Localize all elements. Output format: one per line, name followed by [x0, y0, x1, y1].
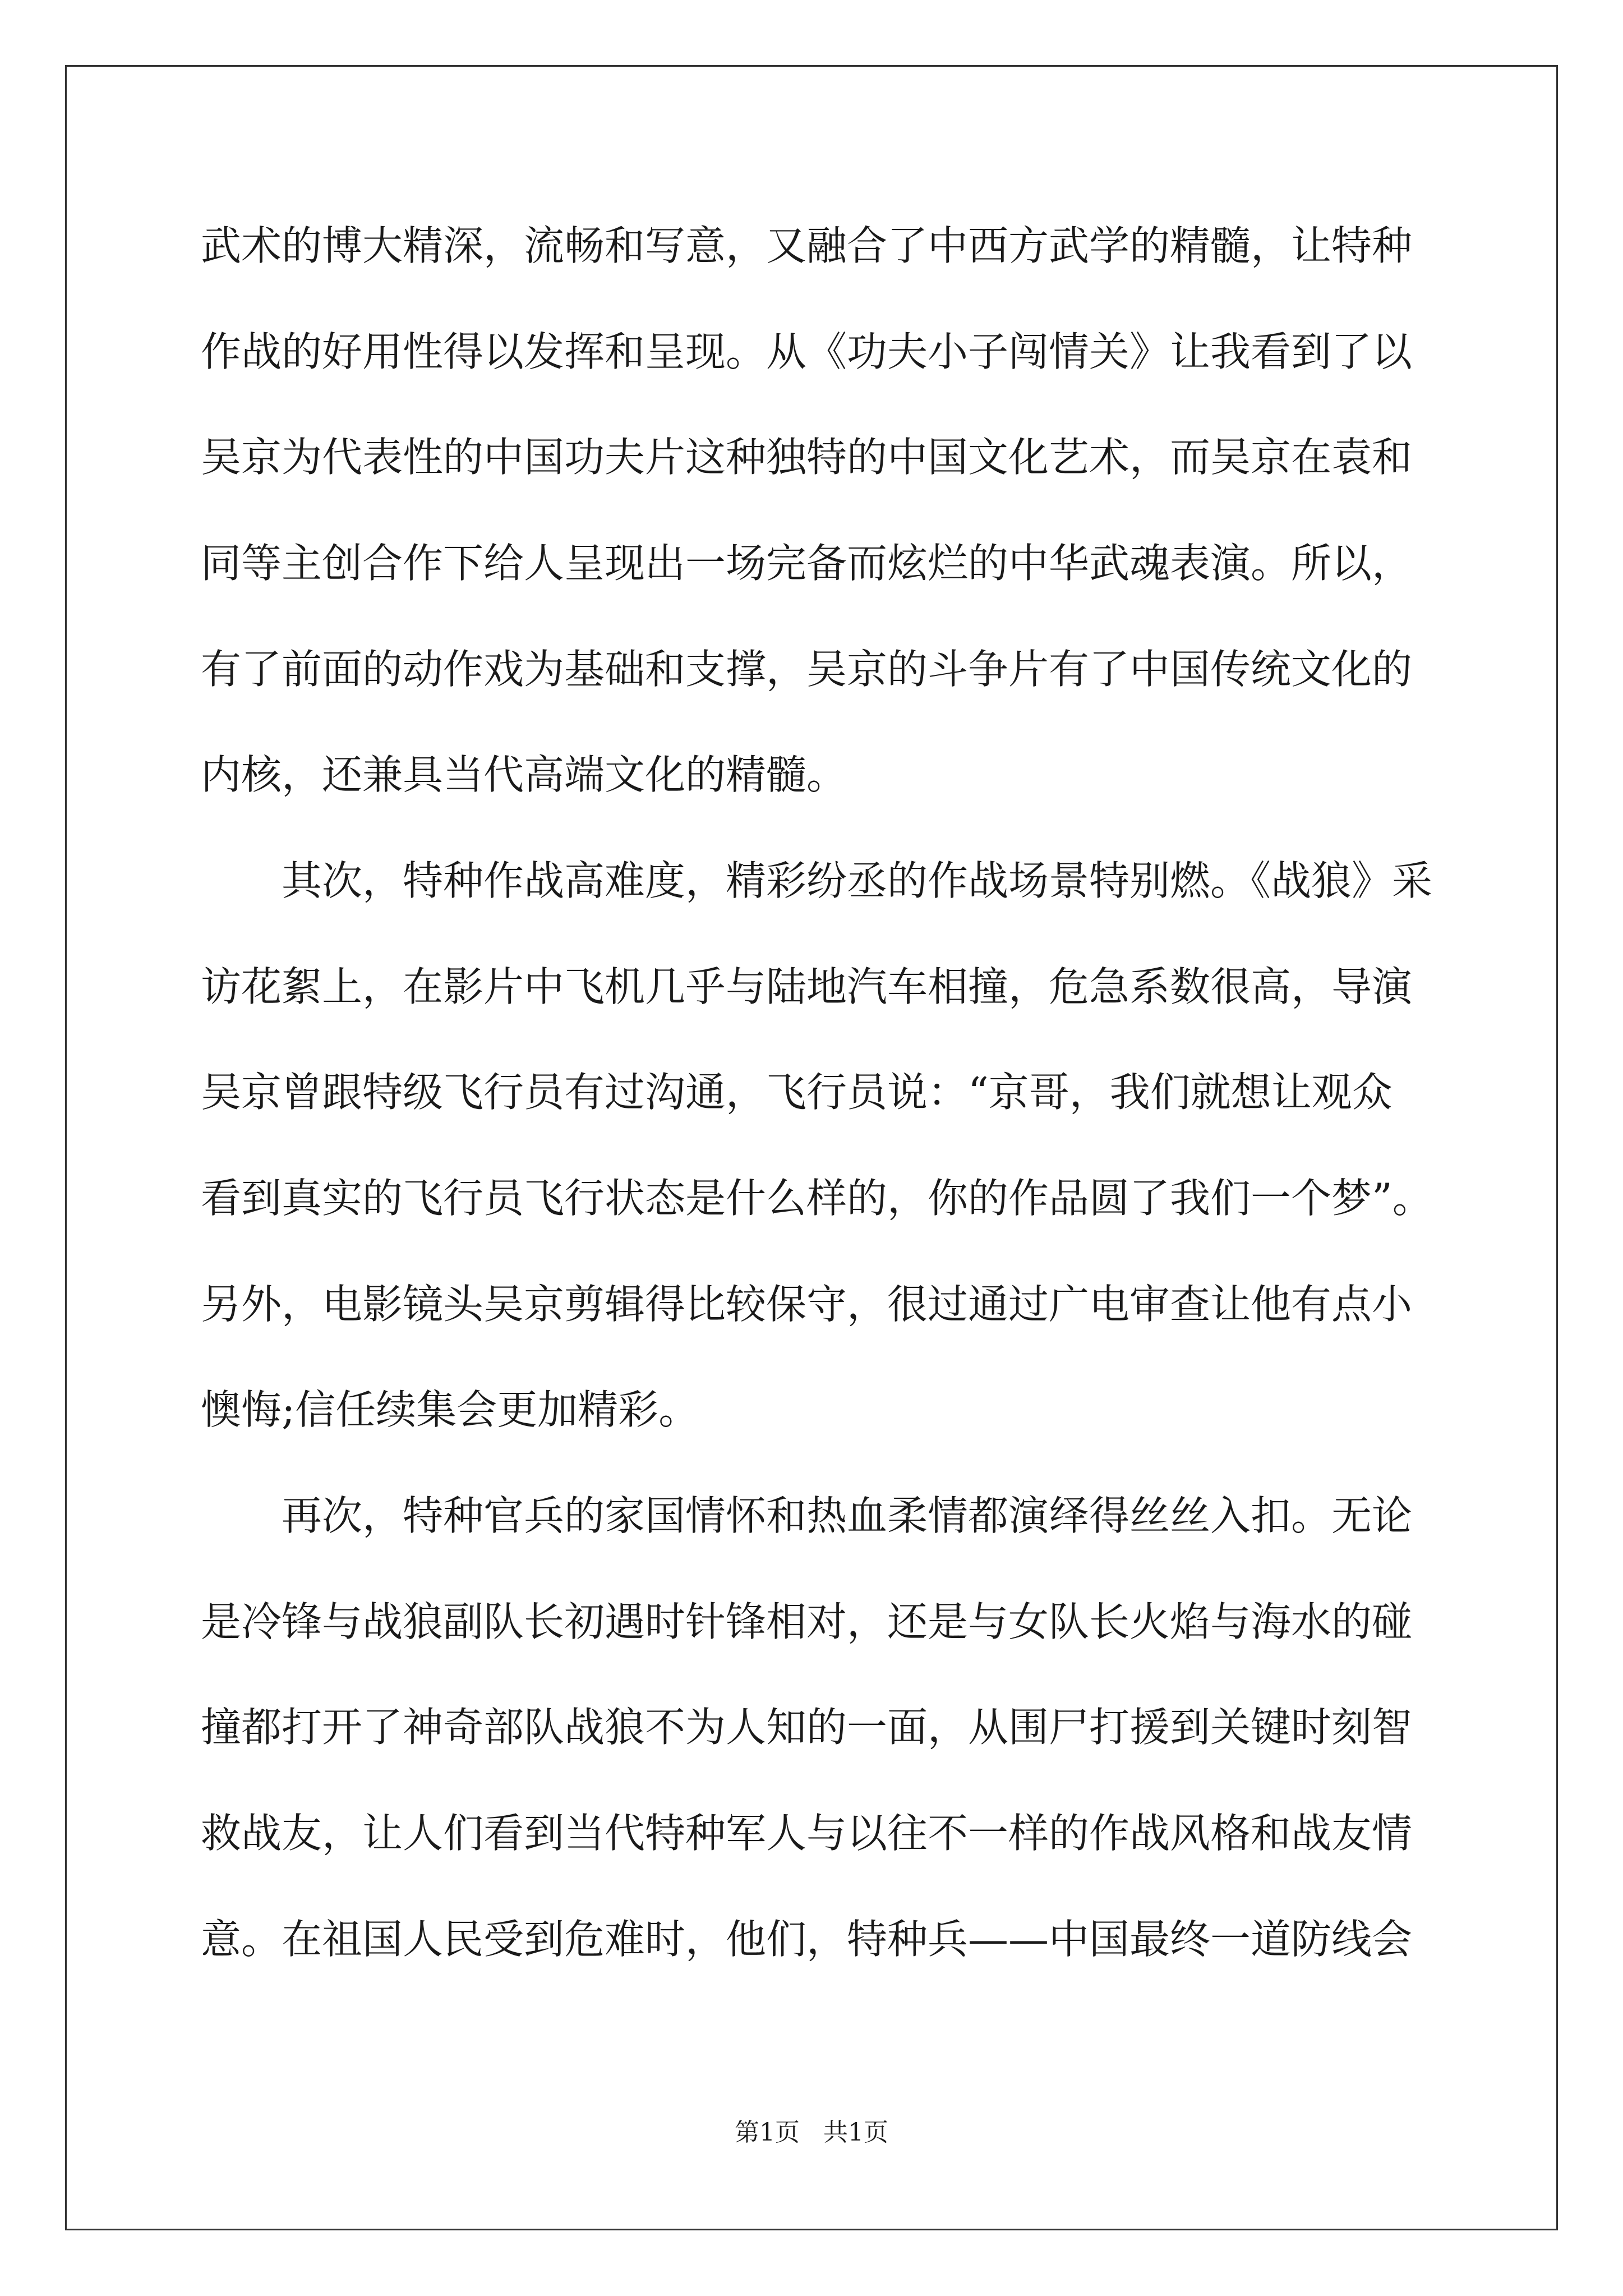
page-border: [65, 65, 1558, 2230]
body-line-4: 同等主创合作下给人呈现出一场完备而炫烂的中华武魂表演。所以，: [201, 540, 1413, 587]
body-line-2: 作战的好用性得以发挥和呈现。从《功夫小子闯情关》让我看到了以: [201, 328, 1413, 375]
body-line-8: 访花絮上，在影片中飞机几乎与陆地汽车相撞，危急系数很高，导演: [201, 963, 1413, 1010]
body-line-13: 再次，特种官兵的家国情怀和热血柔情都演绎得丝丝入扣。无论: [282, 1492, 1413, 1539]
body-line-6: 内核，还兼具当代高端文化的精髓。: [201, 751, 847, 798]
body-line-17: 意。在祖国人民受到危难时，他们，特种兵——中国最终一道防线会: [201, 1916, 1413, 1963]
body-line-3: 吴京为代表性的中国功夫片这种独特的中国文化艺术，而吴京在袁和: [201, 434, 1413, 481]
body-line-14: 是冷锋与战狼副队长初遇时针锋相对，还是与女队长火焰与海水的碰: [201, 1598, 1413, 1645]
body-line-5: 有了前面的动作戏为基础和支撑，吴京的斗争片有了中国传统文化的: [201, 646, 1413, 693]
body-line-1: 武术的博大精深，流畅和写意，又融合了中西方武学的精髓，让特种: [201, 222, 1413, 269]
body-line-11: 另外，电影镜头吴京剪辑得比较保守，很过通过广电审查让他有点小: [201, 1281, 1413, 1328]
page-footer: 第1页 共1页: [735, 2118, 888, 2147]
body-line-16: 救战友，让人们看到当代特种军人与以往不一样的作战风格和战友情: [201, 1810, 1413, 1857]
body-line-9: 吴京曾跟特级飞行员有过沟通，飞行员说：“京哥，我们就想让观众: [201, 1069, 1393, 1116]
body-line-10: 看到真实的飞行员飞行状态是什么样的，你的作品圆了我们一个梦”。: [201, 1175, 1433, 1222]
body-line-7: 其次，特种作战高难度，精彩纷丞的作战场景特别燃。《战狼》采: [282, 857, 1433, 904]
body-line-12: 懊悔;信任续集会更加精彩。: [201, 1386, 699, 1433]
body-line-15: 撞都打开了神奇部队战狼不为人知的一面，从围尸打援到关键时刻智: [201, 1704, 1413, 1751]
